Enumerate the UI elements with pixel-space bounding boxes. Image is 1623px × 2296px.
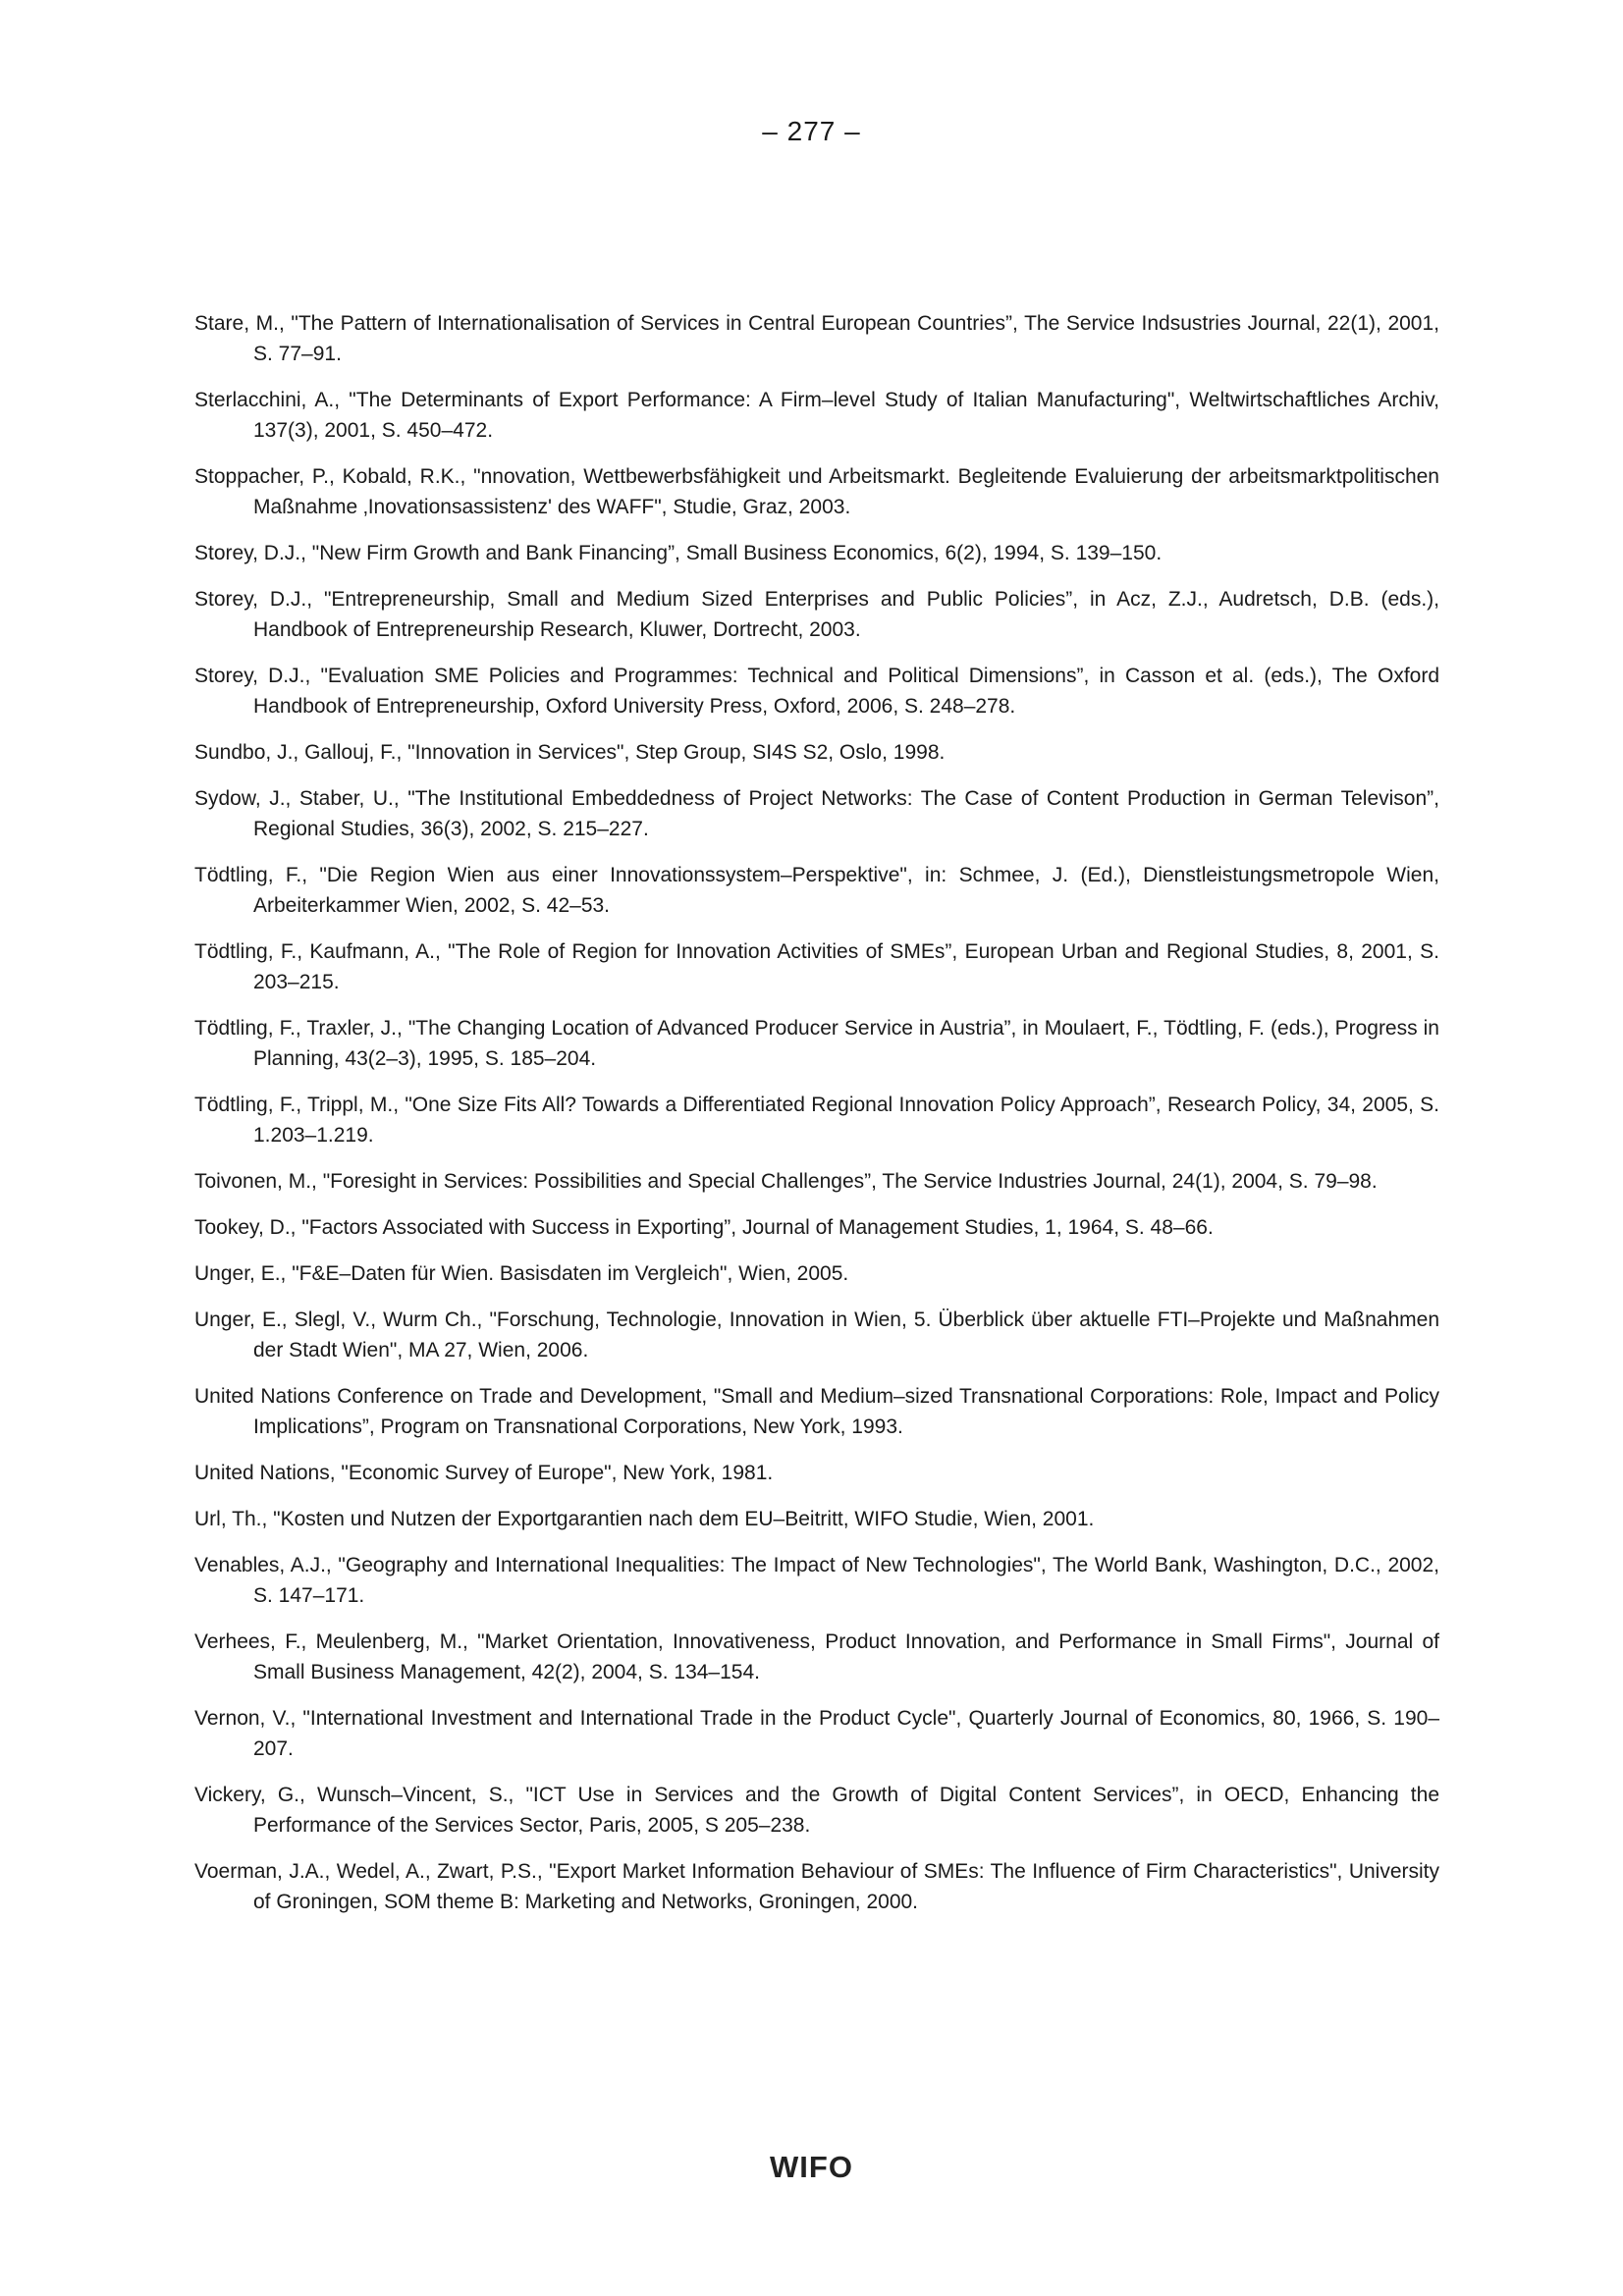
reference-entry: Tödtling, F., Trippl, M., "One Size Fits All? Towards a Differentiated Regional Innovation Policy Approach”, Research Policy, 34, 2005, S. 1.203–1.219. — [194, 1094, 1439, 1147]
reference-entry: Tookey, D., "Factors Associated with Success in Exporting”, Journal of Management Studies, 1, 1964, S. 48–66. — [194, 1216, 1214, 1239]
wifo-logo-text: WIFO — [770, 2150, 853, 2184]
reference-entry: Unger, E., "F&E–Daten für Wien. Basisdaten im Vergleich", Wien, 2005. — [194, 1262, 849, 1285]
reference-entry: Vickery, G., Wunsch–Vincent, S., "ICT Use in Services and the Growth of Digital Content Services”, in OECD, Enhancing the Performance of the Services Sector, Paris, 2005, S 205–238. — [194, 1784, 1439, 1837]
reference-entry: United Nations Conference on Trade and Development, "Small and Medium–sized Transnational Corporations: Role, Impact and Policy Implications”, Program on Transnational Corporations, New York, 1993. — [194, 1385, 1439, 1438]
reference-entry: Stare, M., "The Pattern of Internationalisation of Services in Central European Countries”, The Service Indsustries Journal, 22(1), 2001, S. 77–91. — [194, 312, 1439, 365]
reference-entry: Tödtling, F., "Die Region Wien aus einer Innovationssystem–Perspektive", in: Schmee, J. (Ed.), Dienstleistungsmetropole Wien, Arbeiterkammer Wien, 2002, S. 42–53. — [194, 864, 1439, 917]
reference-entry: Unger, E., Slegl, V., Wurm Ch., "Forschung, Technologie, Innovation in Wien, 5. Überblick über aktuelle FTI–Projekte und Maßnahmen der Stadt Wien", MA 27, Wien, 2006. — [194, 1308, 1439, 1362]
reference-entry: Sterlacchini, A., "The Determinants of Export Performance: A Firm–level Study of Italian Manufacturing", Weltwirtschaftliches Archiv, 137(3), 2001, S. 450–472. — [194, 389, 1439, 442]
reference-entry: Sundbo, J., Gallouj, F., "Innovation in Services", Step Group, SI4S S2, Oslo, 1998. — [194, 741, 946, 764]
reference-entry: Sydow, J., Staber, U., "The Institutional Embeddedness of Project Networks: The Case of Content Production in German Televison”, Regional Studies, 36(3), 2002, S. 215–227. — [194, 787, 1439, 840]
reference-entry: Voerman, J.A., Wedel, A., Zwart, P.S., "Export Market Information Behaviour of SMEs: The Influence of Firm Characteristics", University of Groningen, SOM theme B: Marketing and Networks, Groningen, 2000. — [194, 1860, 1439, 1913]
page-number: – 277 – — [762, 116, 861, 146]
reference-entry: Tödtling, F., Traxler, J., "The Changing Location of Advanced Producer Service in Austria”, in Moulaert, F., Tödtling, F. (eds.), Progress in Planning, 43(2–3), 1995, S. 185–204. — [194, 1017, 1439, 1070]
reference-list — [194, 308, 1439, 1933]
reference-entry: Tödtling, F., Kaufmann, A., "The Role of Region for Innovation Activities of SMEs”, European Urban and Regional Studies, 8, 2001, S. 203–215. — [194, 940, 1439, 993]
wifo-logo — [0, 2150, 1623, 2185]
reference-entry: Vernon, V., "International Investment and International Trade in the Product Cycle", Quarterly Journal of Economics, 80, 1966, S. 190–207. — [194, 1707, 1439, 1760]
reference-entry: Storey, D.J., "Entrepreneurship, Small and Medium Sized Enterprises and Public Policies”, in Acz, Z.J., Audretsch, D.B. (eds.), Handbook of Entrepreneurship Research, Kluwer, Dortrecht, 2003. — [194, 588, 1439, 641]
reference-entry: United Nations, "Economic Survey of Europe", New York, 1981. — [194, 1462, 774, 1484]
reference-entry: Storey, D.J., "New Firm Growth and Bank Financing”, Small Business Economics, 6(2), 1994, S. 139–150. — [194, 542, 1163, 564]
reference-entry: Toivonen, M., "Foresight in Services: Possibilities and Special Challenges”, The Service Industries Journal, 24(1), 2004, S. 79–98. — [194, 1170, 1378, 1193]
reference-entry: Venables, A.J., "Geography and International Inequalities: The Impact of New Technologies", The World Bank, Washington, D.C., 2002, S. 147–171. — [194, 1554, 1439, 1607]
reference-entry: Verhees, F., Meulenberg, M., "Market Orientation, Innovativeness, Product Innovation, and Performance in Small Firms", Journal of Small Business Management, 42(2), 2004, S. 134–154. — [194, 1630, 1439, 1683]
reference-entry: Url, Th., "Kosten und Nutzen der Exportgarantien nach dem EU–Beitritt, WIFO Studie, Wien, 2001. — [194, 1508, 1095, 1530]
reference-entry: Stoppacher, P., Kobald, R.K., "nnovation, Wettbewerbsfähigkeit und Arbeitsmarkt. Begleitende Evaluierung der arbeitsmarktpolitischen Maßnahme ‚Inovationsassistenz' des WAFF", Studie, Graz, 2003. — [194, 465, 1439, 518]
reference-entry: Storey, D.J., "Evaluation SME Policies and Programmes: Technical and Political Dimensions”, in Casson et al. (eds.), The Oxford Handbook of Entrepreneurship, Oxford University Press, Oxford, 2006, S. 248–278. — [194, 665, 1439, 718]
